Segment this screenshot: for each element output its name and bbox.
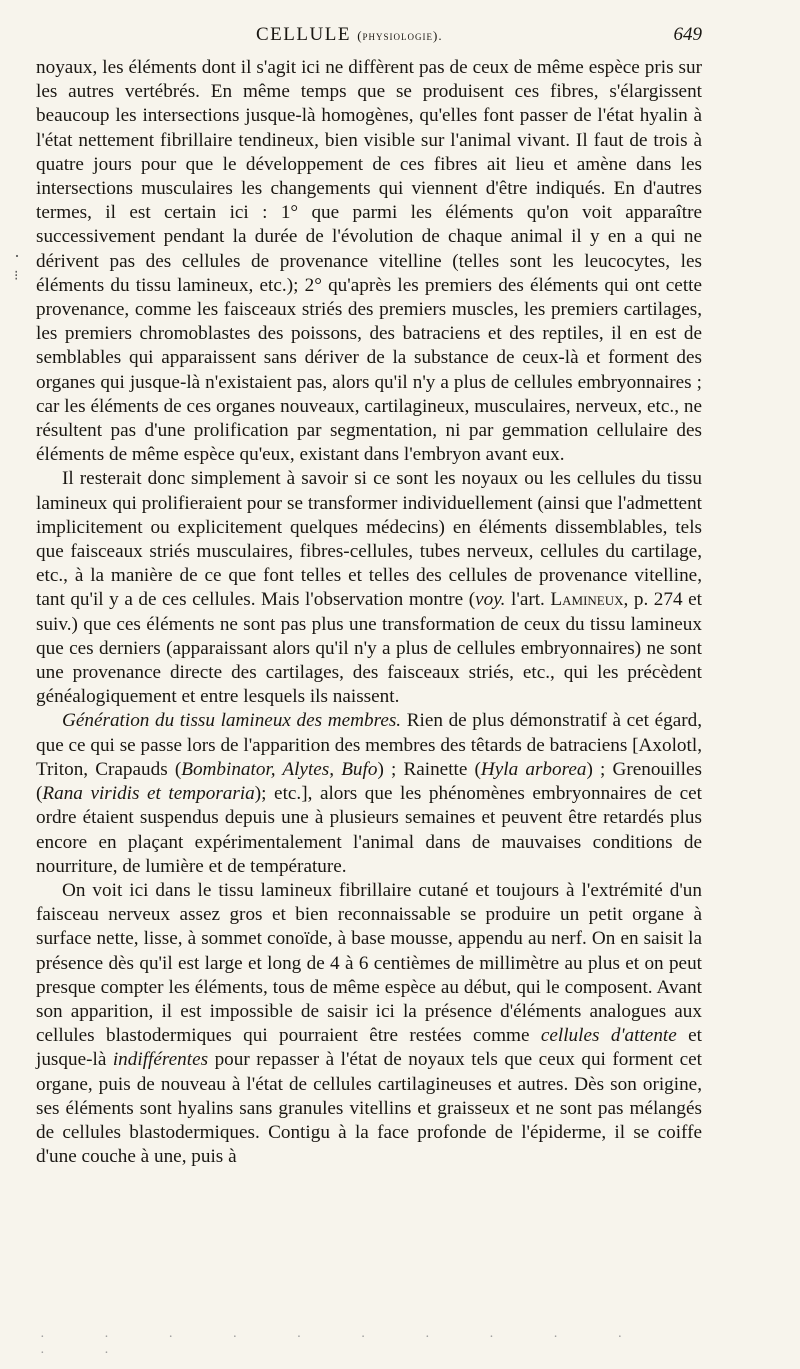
- p4-segment: On voit ici dans le tissu lamineux fibrillaire cutané et toujours à l'extrémité d'un faisceau nerveux assez gros et bien reconnaissable se produire un petit organe à surface nette, lisse, à sommet conoïde, à base mousse, appendu au nerf. On en saisit la présence dès qu'il est large et long de 4 à 6 centièmes de millimètre au plus et on peut presque compter les éléments, tous de même espèce au début, qui le composent. Avant son apparition, il est impossible de saisir ici la présence d'éléments analogues aux cellules blastodermiques qui pourraient être restées comme: [36, 879, 702, 1047]
- paragraph-2: [36, 467, 702, 709]
- paragraph-1: [36, 56, 702, 467]
- p2-segment: Il resterait donc simplement à savoir si ce sont les noyaux ou les cellules du tissu lamineux qui prolifieraient pour se transformer individuellement (ainsi que l'admettent implicitement ou explicitement quelques médecins) en éléments dissemblables, tels que faisceaux striés musculaires, fibres-cellules, tubes nerveux, cellules du cartilage, etc., à la manière de ce que font telles et telles des cellules de provenance vitelline, tant qu'il y a de ces cellules. Mais l'observation montre (: [36, 468, 702, 611]
- header-subtitle: (physiologie).: [357, 28, 443, 43]
- p3-segment: ) ; Rainette (: [377, 758, 481, 780]
- p4-segment: cellules d'attente: [540, 1025, 677, 1047]
- p3-segment: ); etc.], alors que les phénomènes embryonnaires de cet ordre étaient suspendus depuis une à plusieurs semaines et peuvent être retardés plus encore en plaçant expérimentalement l'animal dans de mauvaises conditions de nourriture, de lumière et de température.: [36, 783, 702, 877]
- margin-bracket-mark: ⁝: [14, 269, 19, 284]
- margin-dot: ·: [14, 246, 20, 266]
- header-title: CELLULE: [256, 24, 351, 45]
- bottom-speckle-line: · · · · · · · · · · · ·: [40, 1330, 651, 1361]
- paragraph-3: [36, 709, 702, 878]
- p4-segment: et jusque-là: [36, 1025, 702, 1071]
- p4-segment: pour repasser à l'état de noyaux tels que ceux qui forment cet organe, puis de nouveau à l'état de cellules cartilagineuses et autres. Dès son origine, ses éléments sont hyalins sans granules vitellins et graisseux et ne sont pas mélangés de cellules blastodermiques. Contigu à la face profonde de l'épiderme, il se coiffe d'une couche à une, puis à: [36, 1049, 702, 1168]
- body-text: [36, 56, 702, 1169]
- running-title: [256, 24, 443, 46]
- page-number: 649: [673, 24, 702, 45]
- p2-segment: l'art.: [505, 589, 551, 611]
- running-header: [36, 24, 702, 50]
- paragraph-4: [36, 879, 702, 1169]
- p3-segment: Hyla arborea: [480, 758, 587, 780]
- p3-segment: ) ; Grenouilles (: [36, 758, 702, 805]
- p4-segment: indifférentes: [112, 1049, 209, 1071]
- p2-segment: voy.: [475, 589, 506, 611]
- p1-segment: noyaux, les éléments dont il s'agit ici ne diffèrent pas de ceux de même espèce pris sur les autres vertébrés. En même temps que se produisent ces fibres, s'élargissent beaucoup les intersections jusque-là homogènes, qu'elles font passer de l'état hyalin à l'état nettement fibrillaire tendineux, bien visible sur l'animal vivant. Il faut de trois à quatre jours pour que le développement de ces fibres ait lieu et amène dans les intersections musculaires les changements qui viennent d'être indiqués. En d'autres termes, il est certain ici : 1° que parmi les éléments qu'on voit apparaître successivement pendant la durée de l'évolution de chaque animal il y en a qui ne dérivent pas des cellules de provenance vitelline (telles sont les leucocytes, les éléments du tissu lamineux, etc.); 2° qu'après les premiers des éléments qui ont cette provenance, comme les faisceaux striés des premiers muscles, les premiers cartilages, les premiers chromoblastes des poissons, des batraciens et des reptiles, il en est de semblables qui apparaissent sans dériver de la substance de ceux-là et forment des organes qui jusque-là n'existaient pas, alors qu'il n'y a plus de cellules embryonnaires ; car les éléments de ces organes nouveaux, cartilagineux, musculaires, nerveux, etc., ne résultent pas d'une prolification par segmentation, ni par gemmation cellulaire des éléments de même espèce qu'eux, existant dans l'embryon avant eux.: [36, 57, 702, 466]
- p2-segment: Lamineux: [550, 589, 624, 611]
- p3-segment: Génération du tissu lamineux des membres.: [62, 710, 402, 732]
- p3-segment: Rien de plus démonstratif à cet égard, que ce qui se passe lors de l'apparition des membres des têtards de batraciens [Axolotl, Triton, Crapauds (: [36, 710, 702, 780]
- p3-segment: Bombinator, Alytes, Bufo: [181, 758, 378, 780]
- p2-segment: , p. 274 et suiv.) que ces éléments ne sont pas plus une transformation de ceux du tissu lamineux que ces derniers (apparaissant alors qu'il n'y a plus de cellules embryonnaires) ne sont une provenance directe des cartilages, des faisceaux striés, etc., qui les précèdent généalogiquement et entre lesquels ils naissent.: [36, 589, 702, 708]
- p3-segment: Rana viridis et temporaria: [42, 783, 255, 805]
